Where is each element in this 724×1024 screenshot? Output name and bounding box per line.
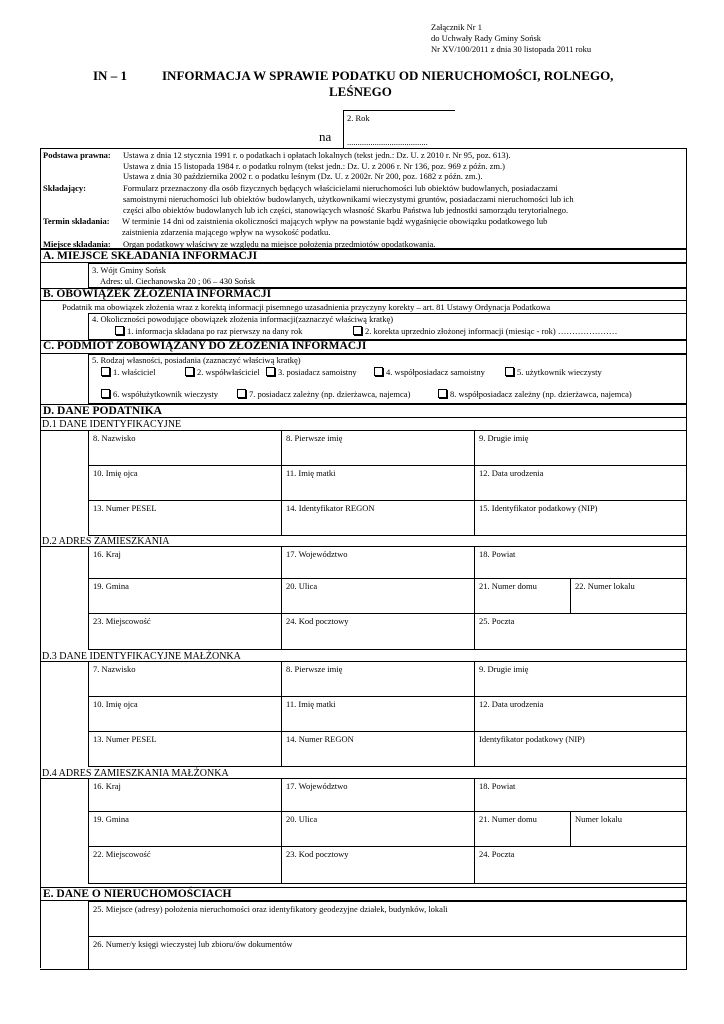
d2-poczta-field[interactable]: 25. Poczta [474,613,687,650]
d2-miejscowosc-field[interactable]: 23. Miejscowość [88,613,282,650]
d1-imie-ojca-field[interactable]: 10. Imię ojca [88,465,282,501]
option-correction-label: 2. korekta uprzednio złożonej informacji (miesiąc - rok) ………………… [365,326,618,336]
miejsce-text: Organ podatkowy właściwy ze względu na miejsce położenia przedmiotów opodatkowania. [123,239,436,249]
d3-pierwsze-imie-field[interactable]: 8. Pierwsze imię [281,661,475,697]
office-address: Adres: ul. Ciechanowska 20 ; 06 – 430 Sońsk [100,276,256,286]
skladajacy-line-1: Formularz przeznaczony dla osób fizycznych będących właścicielami nieruchomości lub obiektów budowlanych, posiadaczami [123,183,558,193]
field-4-label: 4. Okoliczności powodujące obowiązek złożenia informacji(zaznaczyć właściwą kratkę) [92,314,394,324]
d2-numer-lokalu-field[interactable]: 22. Numer lokalu [570,578,687,614]
d4-numer-lokalu-field[interactable]: Numer lokalu [570,811,687,847]
d2-kraj-field[interactable]: 16. Kraj [88,546,282,579]
option-correction[interactable] [353,326,617,336]
ownership-option-6[interactable]: 6. współużytkownik wieczysty [101,389,218,399]
ownership-option-8[interactable]: 8. współposiadacz zależny (np. dzierżawca, najemca) [438,389,632,399]
d3-regon-field[interactable]: 14. Numer REGON [281,731,475,767]
termin-line-2: zaistnienia zdarzenia mającego wpływ na wysokość podatku. [122,227,331,237]
d3-imie-matki-field[interactable]: 11. Imię matki [281,696,475,732]
d3-pesel-field[interactable]: 13. Numer PESEL [88,731,282,767]
d4-kod-pocztowy-field[interactable]: 23. Kod pocztowy [281,846,475,884]
field-5-label: 5. Rodzaj własności, posiadania (zaznaczyć właściwą kratkę) [92,355,301,365]
d2-wojewodztwo-field[interactable]: 17. Województwo [281,546,475,579]
d3-imie-ojca-field[interactable]: 10. Imię ojca [88,696,282,732]
termin-label: Termin składania: [43,216,110,226]
na-label: na [319,129,332,144]
checkbox-ownership-2[interactable] [185,367,194,376]
termin-line-1: W terminie 14 dni od zaistnienia okoliczności mających wpływ na powstanie bądź wygaśnięcie obowiązku podatkowego lub [122,216,548,226]
d2-kod-pocztowy-field[interactable]: 24. Kod pocztowy [281,613,475,650]
option-first-info[interactable] [115,326,302,336]
d3-nip-field[interactable]: Identyfikator podatkowy (NIP) [474,731,687,767]
d3-drugie-imie-field[interactable]: 9. Drugie imię [474,661,687,697]
d1-nazwisko-field[interactable]: 8. Nazwisko [88,430,282,466]
e-field-26[interactable]: 26. Numer/y księgi wieczystej lub zbioru/ów dokumentów [88,936,687,970]
skladajacy-line-2: samoistnymi nieruchomości lub obiektów budowlanych, użytkownikami wieczystymi gruntów, posiadaczami nieruchomości lub ich [123,194,574,204]
checkbox-correction[interactable] [353,326,362,335]
section-a-title: A. MIEJSCE SKŁADANIA INFORMACJI [43,250,258,262]
d1-imie-matki-field[interactable]: 11. Imię matki [281,465,475,501]
d4-kraj-field[interactable]: 16. Kraj [88,778,282,812]
d2-gmina-field[interactable]: 19. Gmina [88,578,282,614]
year-label: 2. Rok [347,113,370,123]
d4-gmina-field[interactable]: 19. Gmina [88,811,282,847]
d2-ulica-field[interactable]: 20. Ulica [281,578,475,614]
checkbox-ownership-8[interactable] [438,389,447,398]
d1-data-urodzenia-field[interactable]: 12. Data urodzenia [474,465,687,501]
d1-pierwsze-imie-field[interactable]: 8. Pierwsze imię [281,430,475,466]
d2-numer-domu-field[interactable]: 21. Numer domu [474,578,571,614]
option-first-info-label: 1. informacja składana po raz pierwszy na dany rok [127,326,303,336]
skladajacy-label: Składający: [43,183,86,193]
d4-title: D.4 ADRES ZAMIESZKANIA MAŁŻONKA [42,768,229,779]
field-3-text: 3. Wójt Gminy Sońsk [92,265,166,275]
d3-nazwisko-field[interactable]: 7. Nazwisko [88,661,282,697]
d1-nip-field[interactable]: 15. Identyfikator podatkowy (NIP) [474,500,687,536]
checkbox-ownership-4[interactable] [374,367,383,376]
ownership-option-2[interactable]: 2. współwłaściciel [185,367,260,377]
year-input[interactable]: ...................................... [347,137,428,147]
form-title-line-1: INFORMACJA W SPRAWIE PODATKU OD NIERUCHOMOŚCI, ROLNEGO, [162,68,614,83]
podstawa-label: Podstawa prawna: [43,150,111,160]
podstawa-line-1: Ustawa z dnia 12 stycznia 1991 r. o podatkach i opłatach lokalnych (tekst jedn.: Dz. U. z 2010 r. Nr 95, poz. 613). [123,150,511,160]
d3-data-urodzenia-field[interactable]: 12. Data urodzenia [474,696,687,732]
ownership-option-1[interactable]: 1. właściciel [101,367,155,377]
checkbox-ownership-6[interactable] [101,389,110,398]
section-d-title: D. DANE PODATNIKA [43,405,162,417]
miejsce-label: Miejsce składania: [43,239,111,249]
e-field-25[interactable]: 25. Miejsce (adresy) położenia nieruchomości oraz identyfikatory geodezyjne działek, budynków, lokali [88,901,687,937]
d1-regon-field[interactable]: 14. Identyfikator REGON [281,500,475,536]
checkbox-ownership-3[interactable] [266,367,275,376]
d1-title: D.1 DANE IDENTYFIKACYJNE [42,419,182,430]
d3-title: D.3 DANE IDENTYFIKACYJNE MAŁŻONKA [42,651,241,662]
d4-powiat-field[interactable]: 18. Powiat [474,778,687,812]
ownership-option-3[interactable]: 3. posiadacz samoistny [266,367,357,377]
d1-pesel-field[interactable]: 13. Numer PESEL [88,500,282,536]
ownership-option-7[interactable]: 7. posiadacz zależny (np. dzierżawca, najemca) [237,389,410,399]
form-title-line-2: LEŚNEGO [329,84,392,99]
podstawa-line-3: Ustawa z dnia 30 października 2002 r. o podatku leśnym (Dz. U. z 2002r. Nr 200, poz. 1682 z późn. zm.). [123,171,483,181]
section-e-title: E. DANE O NIERUCHOMOŚCIACH [43,888,232,900]
form-code: IN – 1 [93,68,127,83]
checkbox-ownership-7[interactable] [237,389,246,398]
d1-drugie-imie-field[interactable]: 9. Drugie imię [474,430,687,466]
ownership-option-4[interactable]: 4. współposiadacz samoistny [374,367,485,377]
checkbox-ownership-5[interactable] [505,367,514,376]
annex-line-1: Załącznik Nr 1 [431,22,482,32]
section-c-title: C. PODMIOT ZOBOWIĄZANY DO ZŁOŻENIA INFORMACJI [43,340,367,352]
checkbox-first-info[interactable] [115,326,124,335]
d2-powiat-field[interactable]: 18. Powiat [474,546,687,579]
d4-wojewodztwo-field[interactable]: 17. Województwo [281,778,475,812]
ownership-option-5[interactable]: 5. użytkownik wieczysty [505,367,602,377]
annex-line-3: Nr XV/100/2011 z dnia 30 listopada 2011 roku [431,44,592,54]
d4-poczta-field[interactable]: 24. Poczta [474,846,687,884]
section-b-note: Podatnik ma obowiązek złożenia wraz z korektą informacji pisemnego uzasadnienia przyczyny korekty – art. 81 Ustawy Ordynacja Podatkowa [62,302,551,312]
d4-miejscowosc-field[interactable]: 22. Miejscowość [88,846,282,884]
d4-numer-domu-field[interactable]: 21. Numer domu [474,811,571,847]
section-b-title: B. OBOWIĄZEK ZŁOŻENIA INFORMACJI [43,288,272,300]
skladajacy-line-3: części albo obiektów budowlanych lub ich części, stanowiących własność Skarbu Państwa lub jednostki samorządu terytorialnego. [123,205,569,215]
checkbox-ownership-1[interactable] [101,367,110,376]
podstawa-line-2: Ustawa z dnia 15 listopada 1984 r. o podatku rolnym (tekst jedn.: Dz. U. z 2006 r. Nr 136, poz. 969 z późn. zm.) [123,161,505,171]
annex-line-2: do Uchwały Rady Gminy Sońsk [431,33,542,43]
d4-ulica-field[interactable]: 20. Ulica [281,811,475,847]
d2-title: D.2 ADRES ZAMIESZKANIA [42,536,170,547]
